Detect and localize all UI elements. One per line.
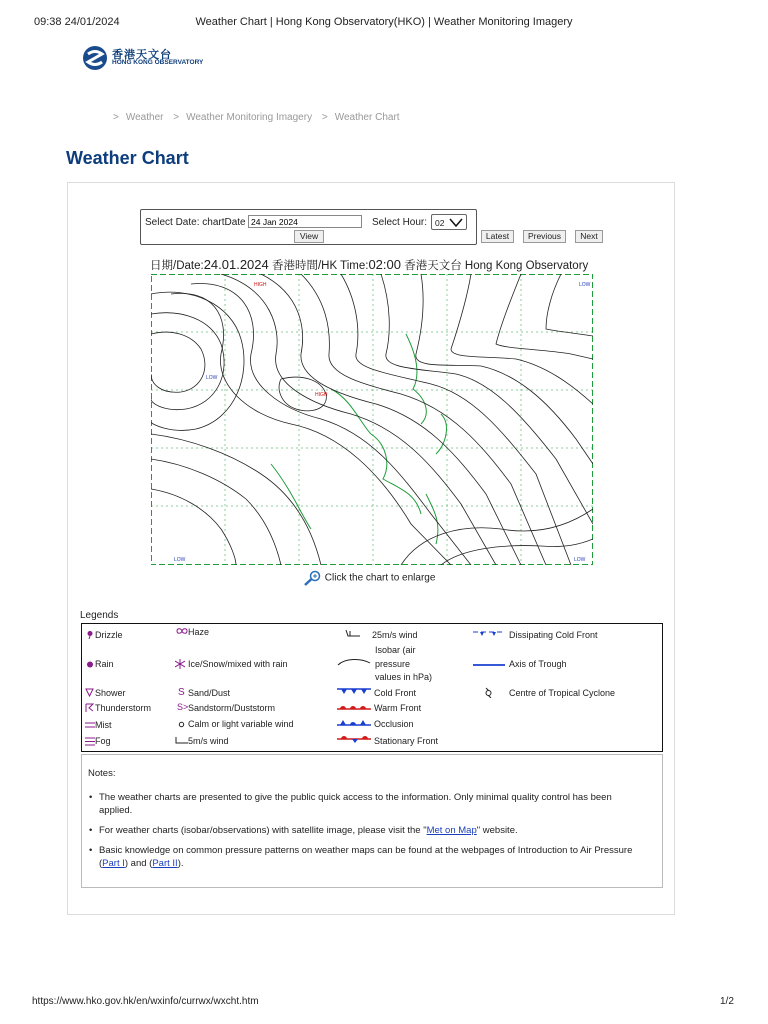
note-3-post: ). [177, 858, 184, 869]
met-on-map-link[interactable]: Met on Map [426, 825, 477, 836]
stationary-front-icon [336, 734, 372, 746]
legend-isobar-3: values in hPa) [375, 672, 433, 682]
chart-time-prefix: 香港時間/HK Time: [271, 260, 369, 272]
page-title: Weather Chart [66, 148, 189, 168]
warm-front-icon [336, 702, 372, 712]
breadcrumb [113, 112, 407, 123]
legend-25ms-wind: 25m/s wind [372, 630, 418, 640]
print-url: https://www.hko.gov.hk/en/wxinfo/currwx/wxcht.htm [32, 996, 259, 1007]
hko-emblem-icon [82, 45, 108, 71]
sandstorm-icon: S> [177, 702, 189, 712]
select-date-label: Select Date: chartDate [145, 217, 246, 228]
low-label: LOW [174, 557, 186, 563]
part-2-link[interactable]: Part II [152, 858, 178, 869]
enlarge-hint[interactable] [302, 570, 435, 586]
legend-axis-of-trough: Axis of Trough [509, 659, 567, 669]
sand-dust-icon: S [178, 687, 185, 698]
note-item [99, 844, 639, 870]
breadcrumb-sep: > [321, 112, 328, 123]
legend-sand-dust: Sand/Dust [188, 688, 231, 698]
fog-icon [85, 737, 95, 748]
legend-isobar-2: pressure [375, 659, 411, 669]
legend-calm: Calm or light variable wind [188, 719, 294, 729]
note-item [99, 791, 639, 817]
legend-isobar-1: Isobar (air [375, 645, 416, 655]
legend-thunderstorm: Thunderstorm [95, 703, 152, 713]
legend-shower: Shower [95, 688, 126, 698]
chart-date: 24.01.2024 [203, 257, 269, 272]
latest-button[interactable]: Latest [481, 230, 514, 243]
breadcrumb-sep: > [173, 112, 180, 123]
chevron-down-icon [449, 218, 463, 227]
low-label: LOW [206, 375, 218, 381]
low-label: LOW [574, 557, 586, 563]
wind-5ms-icon [175, 736, 189, 746]
calm-icon [178, 720, 185, 730]
isobar-icon [337, 657, 371, 669]
notes-box [81, 754, 663, 888]
legend-5ms-wind: 5m/s wind [188, 736, 229, 746]
note-2-pre: For weather charts (isobar/observations) with satellite image, please visit the " [99, 825, 427, 836]
legends-title: Legends [80, 610, 119, 621]
tropical-cyclone-icon [484, 687, 493, 700]
legend-dissipating-cold-front: Dissipating Cold Front [509, 630, 598, 640]
logo-text-zh: 香港天文台 [112, 49, 172, 61]
view-button[interactable]: View [294, 230, 324, 243]
date-hour-selector [140, 209, 477, 245]
legend-stationary-front: Stationary Front [374, 736, 439, 746]
legend-ice-snow: Ice/Snow/mixed with rain [188, 659, 288, 669]
high-label: HIGH [254, 282, 267, 288]
legend-table [81, 623, 663, 752]
print-datetime: 09:38 24/01/2024 [34, 16, 120, 28]
previous-button[interactable]: Previous [523, 230, 566, 243]
drizzle-icon [86, 630, 94, 641]
weather-chart-image[interactable] [151, 274, 593, 565]
note-3-pre: Basic knowledge on common pressure patterns on weather maps can be found at the webpages of Introduction to Air Pressure ( [99, 845, 633, 869]
mist-icon [85, 721, 95, 731]
chart-date-prefix: 日期/Date: [150, 260, 204, 272]
print-page-title: Weather Chart | Hong Kong Observatory(HKO) | Weather Monitoring Imagery [195, 16, 573, 28]
wind-25ms-icon [345, 628, 361, 640]
occlusion-icon [336, 718, 372, 728]
shower-icon [85, 688, 94, 699]
legend-mist: Mist [95, 720, 112, 730]
part-1-link[interactable]: Part I [102, 858, 125, 869]
legend-drizzle: Drizzle [95, 630, 123, 640]
ice-snow-icon [175, 659, 185, 671]
legend-occlusion: Occlusion [374, 719, 414, 729]
magnify-icon [302, 570, 322, 586]
hko-logo[interactable] [82, 45, 212, 71]
legend-sandstorm: Sandstorm/Duststorm [188, 703, 276, 713]
notes-title: Notes: [88, 768, 116, 779]
legend-rain: Rain [95, 659, 114, 669]
legend-haze: Haze [188, 627, 210, 637]
thunderstorm-icon [85, 703, 94, 715]
breadcrumb-sep: > [113, 112, 119, 123]
note-1-text: The weather charts are presented to give the public quick access to the information. Only minimal quality control has been applied. [99, 792, 612, 816]
breadcrumb-weather[interactable]: Weather [125, 112, 164, 123]
breadcrumb-weather-chart[interactable]: Weather Chart [334, 112, 400, 123]
legend-tropical-cyclone: Centre of Tropical Cyclone [509, 688, 616, 698]
trough-axis-icon [472, 660, 506, 670]
legend-fog: Fog [95, 736, 111, 746]
chart-time: 02:00 [368, 257, 401, 272]
note-item [99, 824, 639, 837]
rain-icon [86, 660, 94, 671]
chart-date-input[interactable] [248, 215, 362, 228]
print-page-number: 1/2 [720, 996, 734, 1007]
haze-icon [176, 627, 188, 637]
chart-org: 香港天文台 Hong Kong Observatory [404, 260, 589, 272]
breadcrumb-monitoring-imagery[interactable]: Weather Monitoring Imagery [186, 112, 313, 123]
legend-cold-front: Cold Front [374, 688, 417, 698]
dissipating-cold-front-icon [472, 629, 506, 639]
high-label: HIGH [315, 392, 328, 398]
hour-select[interactable] [431, 214, 467, 230]
note-2-post: " website. [476, 825, 518, 836]
cold-front-icon [336, 687, 372, 697]
logo-text-en: HONG KONG OBSERVATORY [112, 59, 204, 66]
select-hour-label: Select Hour: [372, 217, 428, 228]
note-3-mid: ) and ( [124, 858, 153, 869]
enlarge-hint-text: Click the chart to enlarge [324, 572, 436, 584]
hour-select-value: 02 [435, 218, 445, 228]
legend-warm-front: Warm Front [374, 703, 422, 713]
next-button[interactable]: Next [575, 230, 603, 243]
chart-header [150, 257, 588, 273]
low-label: LOW [579, 282, 591, 288]
